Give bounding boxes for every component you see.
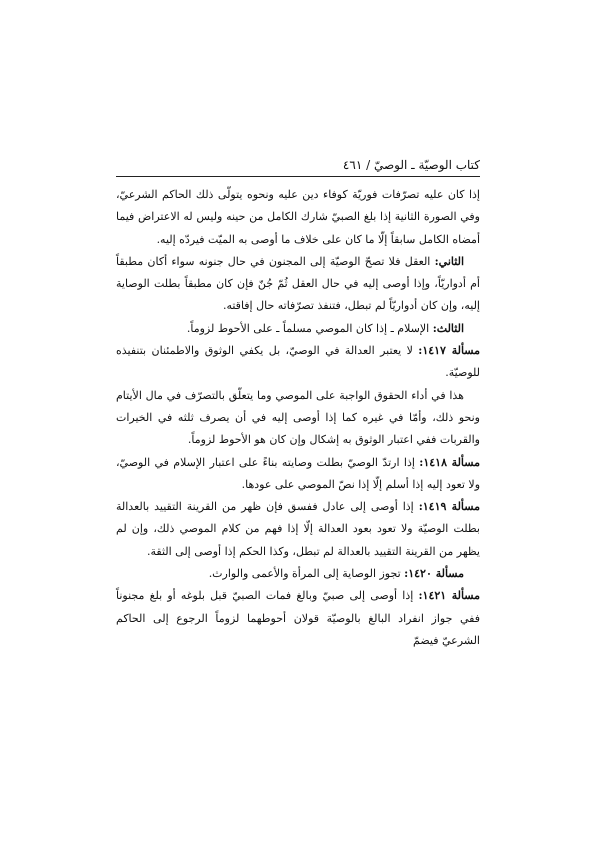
paragraph-label: مسألة ١٤١٧: (418, 344, 481, 358)
paragraph-label: الثالث: (432, 321, 464, 335)
header-rule (116, 176, 480, 177)
paragraph (116, 585, 480, 652)
paragraph (116, 184, 480, 251)
paragraph-text: الإسلام ـ إذا كان الموصي مسلماً ـ على الأحوط لزوماً. (186, 321, 433, 335)
paragraph (116, 340, 480, 385)
running-header: كتاب الوصيّة ـ الوصيّ / ٤٦١ (342, 158, 480, 172)
paragraph-text: إذا أوصى إلى عادل ففسق فإن ظهر من القرينة التقييد بالعدالة بطلت الوصيّة ولا تعود بعود العدالة إلّا إذا فهم من كلام الموصي ذلك، وإن لم يظهر من القرينة التقييد بالعدالة لم تبطل، وكذا الحكم إذا أوصى إلى الثقة. (116, 500, 480, 558)
paragraph-text: إذا كان عليه تصرّفات فوريّة كوفاء دين عليه ونحوه يتولّى ذلك الحاكم الشرعيّ، وفي الصورة الثانية إذا بلغ الصبيّ شارك الكامل من حينه وليس له الاعتراض فيما أمضاه الكامل سابقاً إلّا ما كان على خلاف ما أوصى به الميّت فيردّه إليه. (116, 188, 480, 246)
paragraph-text: إذا أوصى إلى صبيّ وبالغ فمات الصبيّ قبل بلوغه أو بلغ مجنوناً ففي جواز انفراد البالغ بالوصيّة قولان أحوطهما لزوماً الرجوع إلى الحاكم الشرعيّ فيضمّ (116, 589, 480, 647)
paragraph (116, 563, 480, 585)
paragraph (116, 496, 480, 563)
page-body (116, 184, 480, 652)
paragraph-text: العقل فلا تصحّ الوصيّة إلى المجنون في حال جنونه سواء أكان مطبقاً أم أدواريّاً، وإذا أوصى إليه في حال العقل ثُمّ جُنّ فإن كان مطبقاً بطلت الوصاية إليه، وإن كان أدواريّاً لم تبطل، فتنفذ تصرّفاته حال إفاقته. (116, 254, 480, 313)
paragraph-text: إذا ارتدّ الوصيّ بطلت وصايته بناءً على اعتبار الإسلام في الوصيّ، ولا تعود إليه إذا أسلم إلّا إذا نصّ الموصي على عودها. (116, 455, 480, 491)
paragraph-label: مسألة ١٤١٨: (419, 455, 480, 469)
paragraph (116, 318, 480, 340)
paragraph-label: مسألة ١٤١٩: (418, 500, 480, 514)
paragraph (116, 385, 480, 452)
paragraph (116, 452, 480, 497)
paragraph-label: مسألة ١٤٢٠: (404, 567, 464, 581)
paragraph-label: مسألة ١٤٢١: (418, 589, 480, 603)
paragraph (116, 251, 480, 318)
paragraph-text: هذا في أداء الحقوق الواجبة على الموصي وما يتعلّق بالتصرّف في مال الأيتام ونحو ذلك، وأمّا في غيره كما إذا أوصى إليه في أن يصرف ثلثه في الخيرات والقربات ففي اعتبار الوثوق به إشكال وإن كان هو الأحوط لزوماً. (116, 388, 480, 447)
paragraph-label: الثاني: (434, 254, 464, 268)
paragraph-text: تجوز الوصاية إلى المرأة والأعمى والوارث. (208, 567, 405, 581)
paragraph-text: لا يعتبر العدالة في الوصيّ، بل يكفي الوثوق والاطمئنان بتنفيذه للوصيّة. (116, 344, 480, 380)
